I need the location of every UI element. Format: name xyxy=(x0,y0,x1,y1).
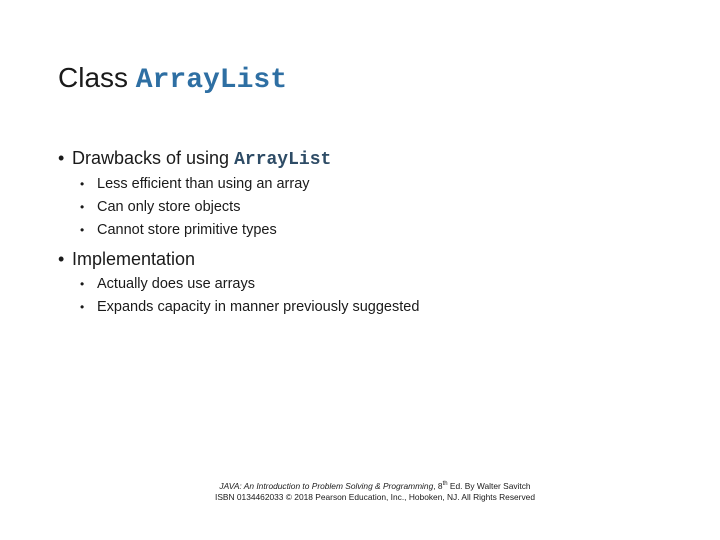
bullet-dot: • xyxy=(58,249,65,269)
sub-bullet-text: Less efficient than using an array xyxy=(97,176,310,192)
footer-author: Ed. By Walter Savitch xyxy=(449,480,531,491)
sub-bullet-dot: • xyxy=(80,277,85,291)
sub-bullet-dot: • xyxy=(80,223,85,237)
footer-edition-sup: th xyxy=(442,481,448,487)
sub-bullet xyxy=(80,274,255,294)
footer-edition-num: 8 xyxy=(437,480,443,491)
sub-bullet-text: Actually does use arrays xyxy=(97,276,255,292)
bullet-code: ArrayList xyxy=(234,150,332,170)
title-text: Class xyxy=(58,62,129,93)
footer-copyright: ISBN 0134462033 © 2018 Pearson Education, Inc., Hoboken, NJ. All Rights Reserved xyxy=(215,492,535,502)
sub-bullet xyxy=(80,197,240,217)
bullet-text: Implementation xyxy=(72,249,196,269)
slide-title xyxy=(58,58,287,101)
sub-bullet-text: Can only store objects xyxy=(97,199,241,215)
sub-bullet-dot: • xyxy=(80,200,85,214)
sub-bullet-text: Cannot store primitive types xyxy=(97,222,277,238)
footer-book-line: JAVA: An Introduction to Problem Solving & Programming, 8th Ed. By Walter Savitch xyxy=(219,480,531,491)
bullet-dot: • xyxy=(58,148,65,168)
footer-book-title: JAVA: An Introduction to Problem Solving & Programming xyxy=(219,480,434,491)
sub-bullet xyxy=(80,297,419,317)
bullet-text: Drawbacks of using xyxy=(72,148,230,168)
sub-bullet-dot: • xyxy=(80,300,85,314)
bullet-implementation xyxy=(58,247,195,271)
sub-bullet xyxy=(80,220,277,240)
bullet-drawbacks xyxy=(58,146,331,172)
title-code: ArrayList xyxy=(135,65,288,96)
sub-bullet-dot: • xyxy=(80,177,85,191)
sub-bullet-text: Expands capacity in manner previously suggested xyxy=(97,299,420,315)
sub-bullet xyxy=(80,174,310,194)
